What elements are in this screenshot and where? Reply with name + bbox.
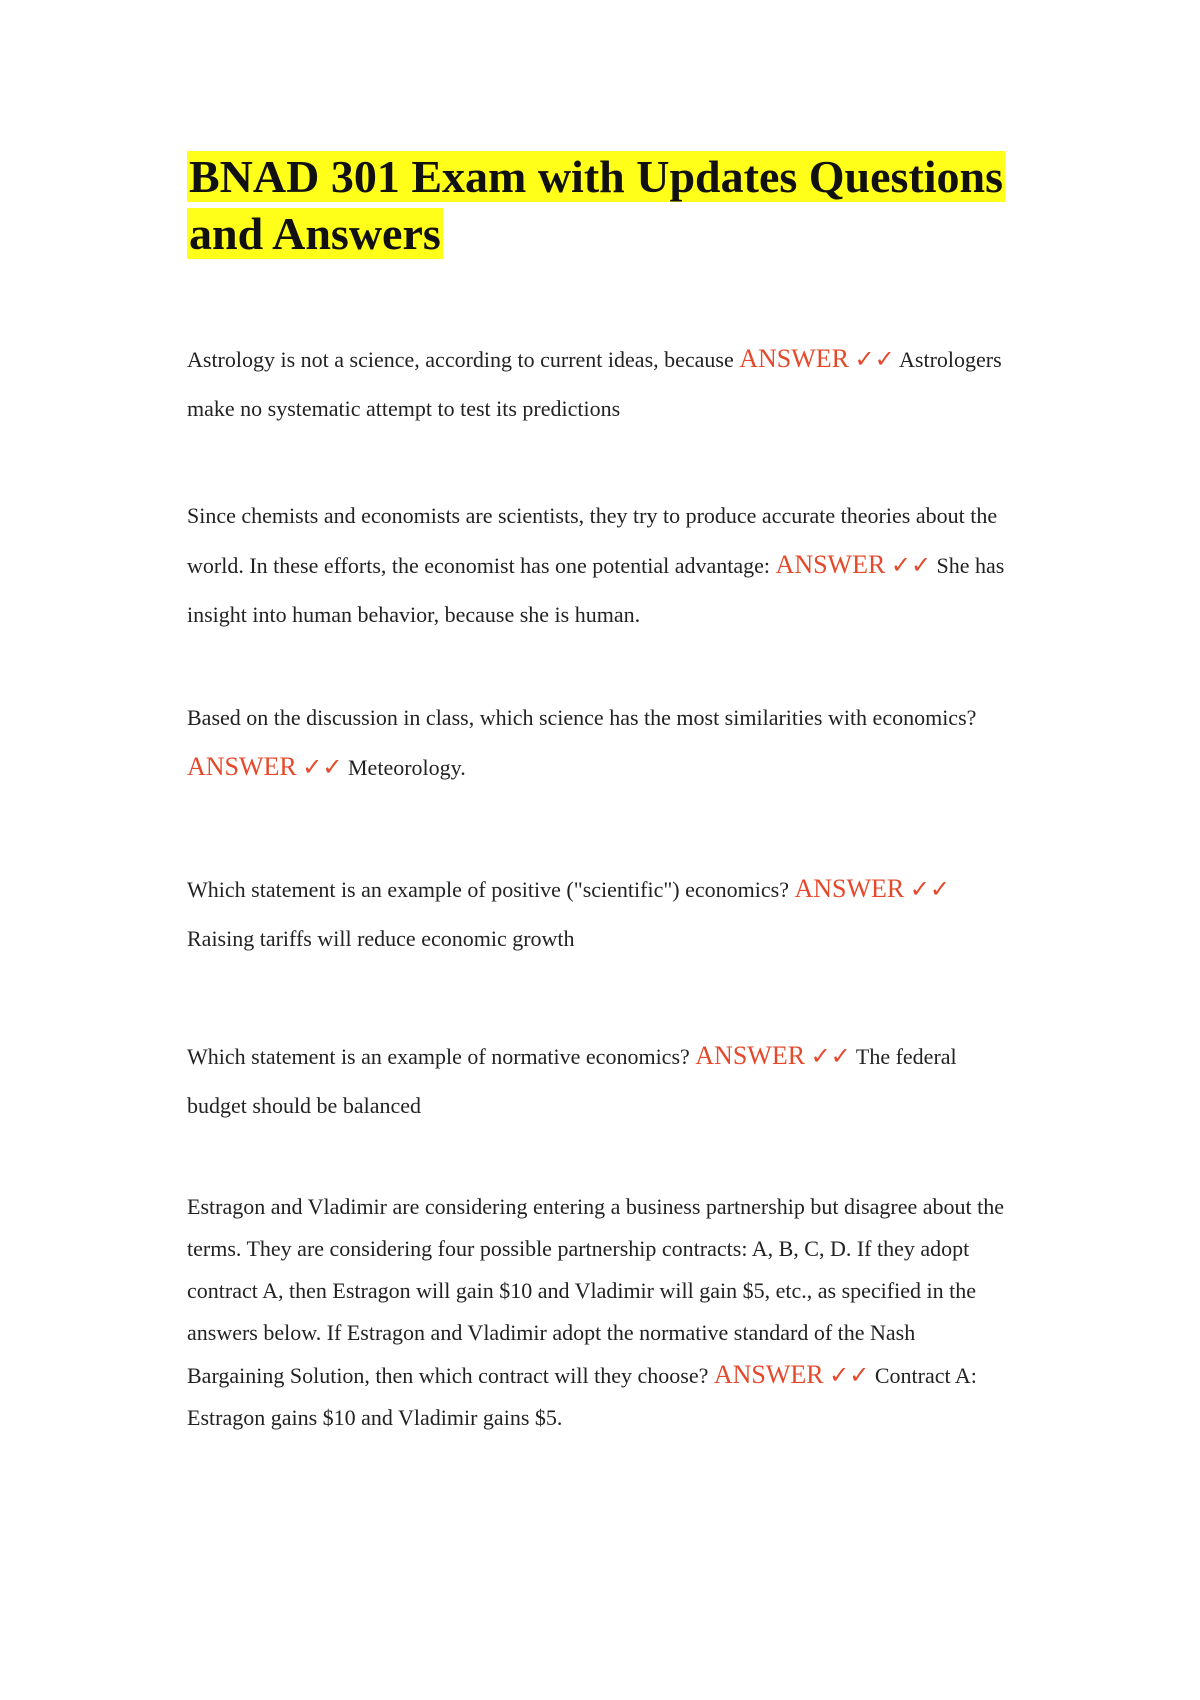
question-text: Since chemists and economists are scientists, they try to produce accurate theories about the world. In these efforts, the economist has one potential advantage: <box>187 503 998 578</box>
double-check-icon: ✓✓ <box>810 1042 851 1070</box>
question-text: Which statement is an example of positive ("scientific") economics? <box>187 877 789 902</box>
answer-label: ANSWER <box>739 344 850 373</box>
document-content <box>187 148 1017 1439</box>
question-text: Based on the discussion in class, which science has the most similarities with economics? <box>187 705 977 730</box>
document-title <box>187 148 1017 262</box>
qa-item <box>187 334 1017 433</box>
question-text: Astrology is not a science, according to current ideas, because <box>187 347 734 372</box>
answer-text: Meteorology. <box>348 755 466 780</box>
question-text: Which statement is an example of normative economics? <box>187 1044 690 1069</box>
double-check-icon: ✓✓ <box>890 551 932 579</box>
double-check-icon: ✓✓ <box>302 753 343 781</box>
qa-item <box>187 491 1017 639</box>
double-check-icon: ✓✓ <box>854 345 895 373</box>
answer-text: She has insight into human behavior, because she is human. <box>187 553 1005 627</box>
title-highlight: BNAD 301 Exam with Updates Questions and Answers <box>189 151 1004 259</box>
answer-text: The federal budget should be balanced <box>187 1044 957 1118</box>
qa-item <box>187 693 1017 792</box>
answer-label: ANSWER <box>187 752 297 781</box>
answer-label: ANSWER <box>695 1041 806 1070</box>
answer-label: ANSWER <box>713 1360 824 1389</box>
double-check-icon: ✓✓ <box>909 875 950 903</box>
qa-item <box>187 1186 1017 1439</box>
answer-text: Astrologers make no systematic attempt to test its predictions <box>187 347 1002 421</box>
qa-item <box>187 1031 1017 1130</box>
question-text: Estragon and Vladimir are considering entering a business partnership but disagree about the terms. They are considering four possible partnership contracts: A, B, C, D. If they adopt contract A, then Estragon will gain $10 and Vladimir will gain $5, etc., as specified in the answers below. If Estragon and Vladimir adopt the normative standard of the Nash Bargaining Solution, then which contract will they choose? <box>187 1194 1005 1388</box>
qa-item <box>187 864 1017 963</box>
answer-text: Raising tariffs will reduce economic growth <box>187 926 575 951</box>
answer-text: Contract A: Estragon gains $10 and Vladimir gains $5. <box>187 1363 977 1430</box>
double-check-icon: ✓✓ <box>829 1361 870 1389</box>
answer-label: ANSWER <box>775 550 886 579</box>
answer-label: ANSWER <box>794 874 905 903</box>
